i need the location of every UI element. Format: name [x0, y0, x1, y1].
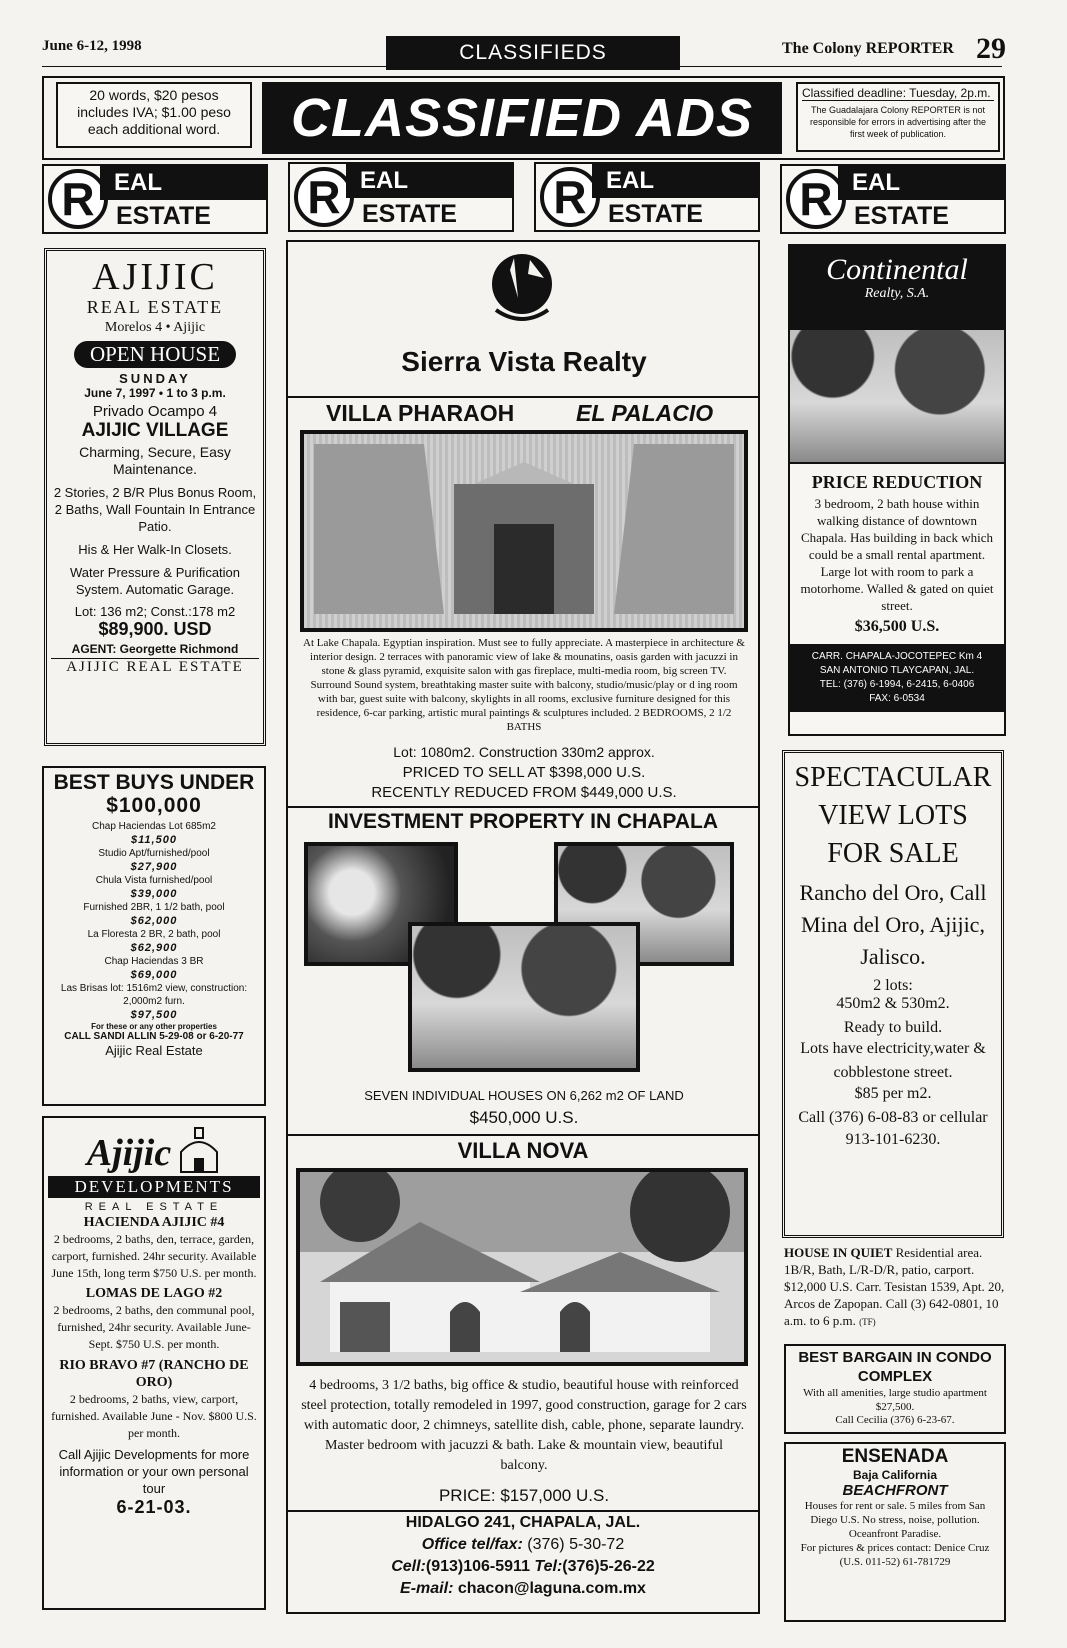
- deadline-box: [796, 82, 1000, 152]
- real-estate-banner: [534, 162, 760, 232]
- r-logo: R: [540, 167, 600, 227]
- real-estate-banner: [780, 164, 1006, 234]
- cell-label: Cell:: [391, 1558, 426, 1575]
- ensenada-desc: Houses for rent or sale. 5 miles from San Diego U.S. No stress, noise, pollution. Oceanfront Paradise.: [804, 1500, 986, 1540]
- open-house-agent: AGENT: Georgette Richmond: [71, 642, 239, 656]
- ajijic-logo: AJIJIC: [92, 256, 218, 298]
- continental-fax: FAX: 6-0534: [869, 693, 925, 704]
- ajijic-developments-ad: [42, 1116, 266, 1610]
- best-buy-item: Las Brisas lot: 1516m2 view, construction: 2,000m2 furn.: [60, 983, 248, 1007]
- investment-price: $450,000 U.S.: [469, 1108, 579, 1127]
- ensenada-sub: Baja California: [852, 1468, 938, 1482]
- listing-2-title: LOMAS DE LAGO #2: [85, 1286, 223, 1301]
- villa-pharaoh-title: VILLA PHARAOH: [326, 400, 515, 426]
- continental-addr-2: SAN ANTONIO TLAYCAPAN, JAL.: [819, 665, 975, 676]
- open-house-price: $89,900. USD: [98, 619, 212, 639]
- view-lots-sizes: 450m2 & 530m2.: [836, 995, 950, 1012]
- condo-title: BEST BARGAIN IN CONDO COMPLEX: [798, 1349, 992, 1385]
- continental-price: $36,500 U.S.: [854, 618, 940, 635]
- page-number: 29: [976, 32, 1006, 65]
- developments-banner: DEVELOPMENTS: [48, 1176, 260, 1198]
- best-buy-price: $62,900: [130, 942, 178, 954]
- best-buys-footer: Ajijic Real Estate: [105, 1043, 203, 1058]
- best-buys-title: BEST BUYS UNDER: [53, 771, 255, 794]
- investment-title: INVESTMENT PROPERTY IN CHAPALA: [327, 810, 719, 833]
- banner-top: EAL: [592, 164, 758, 198]
- cell-phone: (913)106-5911: [425, 1558, 530, 1575]
- real-estate-banner: [288, 162, 514, 232]
- developments-call: Call Ajijic Developments for more information or your own personal tour: [58, 1447, 250, 1496]
- section-label: CLASSIFIEDS: [386, 36, 680, 70]
- condo-call: Call Cecilia (376) 6-23-67.: [835, 1414, 955, 1426]
- villa-nova-photo: [296, 1168, 748, 1366]
- best-buys-list: [47, 820, 261, 1022]
- rates-box: 20 words, $20 pesos includes IVA; $1.00 peso each additional word.: [56, 82, 252, 148]
- villa-nova-price: PRICE: $157,000 U.S.: [438, 1486, 610, 1505]
- view-lots-place: Rancho del Oro, Call Mina del Oro, Ajijic, Jalisco.: [799, 880, 987, 969]
- listing-1-desc: 2 bedrooms, 2 baths, den, terrace, garden, carport, furnished. 24hr security. Available June 15th, long term $750 U.S. per month.: [51, 1232, 257, 1280]
- r-logo: R: [48, 169, 108, 229]
- best-buy-price: $27,900: [130, 861, 178, 873]
- banner-bottom: ESTATE: [116, 202, 211, 230]
- best-buy-price: $62,000: [130, 915, 178, 927]
- developments-logo: Ajijic: [86, 1132, 172, 1174]
- villa-pharaoh-photo: [300, 430, 748, 632]
- listing-1-title: HACIENDA AJIJIC #4: [83, 1215, 225, 1230]
- continental-contact: [790, 644, 1004, 712]
- house-quiet-tag: (TF): [859, 1317, 876, 1327]
- deadline: Classified deadline: Tuesday, 2p.m.: [802, 86, 994, 101]
- view-lots-ready: Ready to build.: [843, 1019, 943, 1036]
- office-address: HIDALGO 241, CHAPALA, JAL.: [405, 1514, 641, 1531]
- best-buy-item: Studio Apt/furnished/pool: [98, 848, 210, 859]
- developments-phone: 6-21-03.: [116, 1497, 192, 1517]
- open-house-badge: OPEN HOUSE: [74, 341, 236, 368]
- condo-ad: [784, 1344, 1006, 1434]
- house-quiet-text: Residential area. 1B/R, Bath, L/R-D/R, patio, carport. $12,000 U.S. Carr. Tesistan 1539, Apt. 20, Arcos de Zapopan. Call (3) 642-0801, 10 a.m. to 6 p.m.: [784, 1245, 1005, 1328]
- banner-bottom: ESTATE: [362, 200, 457, 228]
- continental-desc: 3 bedroom, 2 bath house within walking distance of downtown Chapala. Has building in back which could be a small rental apartment. Large lot with room to park a motorhome. Walled & gated on quiet street.: [800, 496, 994, 613]
- best-buy-item: Chap Haciendas Lot 685m2: [92, 821, 216, 832]
- open-house-desc-2: 2 Stories, 2 B/R Plus Bonus Room, 2 Baths, Wall Fountain In Entrance Patio.: [53, 485, 257, 534]
- open-house-village: AJIJIC VILLAGE: [81, 420, 229, 441]
- banner-top: EAL: [100, 166, 266, 200]
- real-estate-banner: [42, 164, 268, 234]
- view-lots-title: SPECTACULAR VIEW LOTS FOR SALE: [794, 762, 992, 869]
- banner-bottom: ESTATE: [608, 200, 703, 228]
- continental-logo-text: Continental: [826, 253, 968, 286]
- masthead-rule: [42, 66, 1002, 67]
- r-logo: R: [786, 169, 846, 229]
- listing-3-title: RIO BRAVO #7 (RANCHO DE ORO): [59, 1358, 249, 1390]
- best-buy-price: $97,500: [130, 1009, 178, 1021]
- developments-sub: REAL ESTATE: [84, 1201, 224, 1213]
- best-buy-item: La Floresta 2 BR, 2 bath, pool: [87, 929, 221, 940]
- open-house-street: Privado Ocampo 4: [92, 403, 218, 420]
- villa-nova-title: VILLA NOVA: [457, 1138, 589, 1163]
- continental-logo-sub: Realty, S.A.: [864, 286, 930, 301]
- divider: [288, 1134, 758, 1136]
- ensenada-contact: For pictures & prices contact: Denice Cruz (U.S. 011-52) 61-781729: [800, 1542, 990, 1568]
- el-palacio-title: EL PALACIO: [576, 400, 714, 426]
- best-buys-amount: $100,000: [106, 794, 202, 817]
- best-buy-price: $39,000: [130, 888, 178, 900]
- issue-date: June 6-12, 1998: [42, 38, 142, 54]
- villa-pharaoh-desc: At Lake Chapala. Egyptian inspiration. Must see to fully appreciate. A masterpiece in architecture & interior design. 2 terraces with panoramic view of lake & mounatins, oasis garden with jacuzzi in stone & glass pyramid, exquisite salon with gas fireplace, multi-media room, big screen TV. Surround Sound system, breathtaking master suite with balcony, studio/music/play or d ing room with bar, guest suite with balcony, skylights in all rooms, exclusive furniture designed for this residence, 6-car parking, artistic mural paintings & sculptures included. 2 BEDROOMS, 2 1/2 BATHS: [303, 637, 745, 733]
- divider: [288, 806, 758, 808]
- villa-pharaoh-lot: Lot: 1080m2. Construction 330m2 approx.: [393, 744, 655, 760]
- best-buys-ad: [42, 766, 266, 1106]
- ensenada-ad: [784, 1442, 1006, 1622]
- open-house-desc-3: His & Her Walk-In Closets.: [78, 542, 232, 557]
- paper-name: The Colony REPORTER: [782, 40, 954, 57]
- best-buys-note: For these or any other properties: [91, 1022, 217, 1031]
- view-lots-call: Call (376) 6-08-83 or cellular 913-101-6230.: [798, 1109, 988, 1148]
- palace-gate-image: [304, 434, 744, 628]
- email-address: chacon@laguna.com.mx: [457, 1580, 646, 1597]
- view-lots-count: 2 lots:: [873, 977, 913, 994]
- email-label: E-mail:: [400, 1580, 454, 1597]
- sierra-vista-logo-icon: [474, 250, 570, 330]
- continental-tel: TEL: (376) 6-1994, 6-2415, 6-0406: [819, 679, 975, 690]
- continental-photo: [790, 330, 1004, 464]
- open-house-lot: Lot: 136 m2; Const.:178 m2: [74, 604, 236, 619]
- office-phone: (376) 5-30-72: [527, 1536, 625, 1553]
- banner-top: EAL: [346, 164, 512, 198]
- house-quiet-lead: HOUSE IN QUIET: [784, 1245, 893, 1260]
- view-lots-utilities: Lots have electricity,water & cobblestone street.: [800, 1040, 986, 1081]
- ensenada-title: ENSENADA: [841, 1446, 949, 1467]
- continental-addr-1: CARR. CHAPALA-JOCOTEPEC Km 4: [811, 651, 983, 662]
- best-buy-price: $11,500: [131, 834, 177, 846]
- house-quiet-ad: [784, 1244, 1006, 1331]
- best-buy-item: Furnished 2BR, 1 1/2 bath, pool: [83, 902, 225, 913]
- sierra-vista-name: Sierra Vista Realty: [401, 346, 647, 377]
- investment-houses: SEVEN INDIVIDUAL HOUSES ON 6,262 m2 OF LAND: [364, 1088, 684, 1103]
- villa-pharaoh-price: PRICED TO SELL AT $398,000 U.S.: [402, 764, 646, 781]
- listing-2-desc: 2 bedrooms, 2 baths, den communal pool, furnished, 24hr security. Available June-Sept. $750 U.S. per month.: [53, 1303, 255, 1351]
- disclaimer: The Guadalajara Colony REPORTER is not responsible for errors in advertising after the first week of publication.: [809, 105, 987, 139]
- villa-pharaoh-reduced: RECENTLY REDUCED FROM $449,000 U.S.: [371, 784, 677, 801]
- ajijic-footer: AJIJIC REAL ESTATE: [51, 658, 259, 676]
- ensenada-tag: BEACHFRONT: [842, 1482, 948, 1499]
- best-buy-price: $69,000: [130, 969, 178, 981]
- church-dome-icon: [177, 1126, 221, 1174]
- view-lots-ad: [782, 750, 1004, 1238]
- open-house-desc-4: Water Pressure & Purification System. Automatic Garage.: [69, 565, 241, 597]
- continental-headline: PRICE REDUCTION: [811, 472, 983, 492]
- view-lots-price: $85 per m2.: [854, 1085, 932, 1102]
- banner-top: EAL: [838, 166, 1004, 200]
- divider: [288, 1510, 758, 1512]
- banner-bottom: ESTATE: [854, 202, 949, 230]
- cell-phone-line: [288, 1558, 758, 1576]
- r-logo: R: [294, 167, 354, 227]
- email-line: [288, 1580, 758, 1598]
- ajijic-logo-sub: REAL ESTATE: [86, 297, 224, 317]
- open-house-date: June 7, 1997 • 1 to 3 p.m.: [84, 386, 226, 400]
- ajijic-real-estate-ad: [44, 248, 266, 746]
- continental-logo: [790, 246, 1004, 330]
- divider: [288, 396, 758, 398]
- best-buys-call: CALL SANDI ALLIN 5-29-08 or 6-20-77: [64, 1031, 244, 1042]
- best-buy-item: Chula Vista furnished/pool: [95, 875, 213, 886]
- investment-photo-3: [408, 922, 640, 1072]
- open-house-day: SUNDAY: [119, 371, 191, 386]
- office-phone-line: [288, 1536, 758, 1554]
- best-buy-item: Chap Haciendas 3 BR: [104, 956, 204, 967]
- listing-3-desc: 2 bedrooms, 2 baths, view, carport, furnished. Available June - Nov. $800 U.S. per month.: [51, 1392, 257, 1440]
- condo-desc: With all amenities, large studio apartment $27,500.: [803, 1387, 987, 1413]
- villa-nova-desc: 4 bedrooms, 3 1/2 baths, big office & studio, beautiful house with reinforced steel protection, totally remodeled in 1997, good construction, garage for 2 cars with automatic door, 2 chimneys, satellite dish, cable, phone, separate laundry. Master bedroom with jacuzzi & bath. Lake & mountain view, beautiful balcony.: [301, 1378, 747, 1473]
- office-label: Office tel/fax:: [421, 1536, 523, 1553]
- classified-ads-title: CLASSIFIED ADS: [262, 82, 782, 154]
- continental-ad: [788, 244, 1006, 736]
- tel-phone: (376)5-26-22: [562, 1558, 655, 1575]
- tel-label: Tel:: [534, 1558, 563, 1575]
- ajijic-address: Morelos 4 • Ajijic: [104, 320, 206, 335]
- house-image: [300, 1172, 744, 1362]
- open-house-desc-1: Charming, Secure, Easy Maintenance.: [79, 444, 231, 477]
